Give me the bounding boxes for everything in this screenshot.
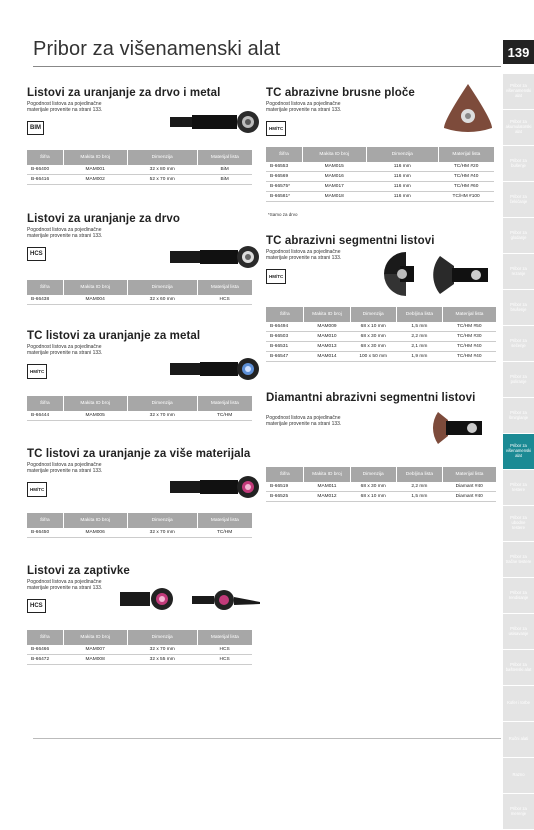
section-note: Pogodnost listova za pojedinačne materijale provenite na strani 133.	[27, 227, 103, 239]
cell-materijal: HCS	[197, 655, 252, 665]
section-zaptivke	[27, 565, 130, 613]
section-title: TC abrazivne brusne ploče	[266, 87, 415, 99]
sidebar-tab[interactable]: Pribor za višenamenski alat	[503, 434, 534, 469]
sidebar-tab[interactable]: Pribor za usisavanje	[503, 614, 534, 649]
cell-sifra: B-66581*	[266, 192, 302, 202]
footnote: *Samo za drvo	[268, 212, 298, 217]
cell-makita-id: MAM002	[63, 175, 127, 185]
sidebar-tab[interactable]: Pribor za tračne testere	[503, 542, 534, 577]
cell-dimenzija: 68 x 10 mm	[350, 322, 396, 332]
col-dimenzija: Dimenzija	[127, 396, 197, 411]
col-sifra: Šifra	[27, 513, 63, 528]
cell-sifra: B-66438	[27, 295, 63, 305]
col-makita-id: Makita ID broj	[63, 396, 127, 411]
cell-materijal: TC/HM #100	[438, 192, 494, 202]
header-divider	[33, 66, 501, 67]
page-title: Pribor za višenamenski alat	[33, 38, 281, 60]
cell-dimenzija: 32 x 55 mm	[127, 655, 197, 665]
cell-sifra: B-66531	[266, 342, 304, 352]
plunge-blade-tc-multi-image	[170, 473, 260, 503]
cell-dimenzija: 100 x 50 mm	[350, 352, 396, 362]
sanding-plate-image	[440, 80, 496, 136]
sidebar-tab[interactable]: Pribor za višenamenski alat	[503, 74, 534, 109]
cell-makita-id: MAM010	[304, 332, 350, 342]
cell-makita-id: MAM011	[304, 482, 350, 492]
material-badge: HM/TC	[27, 364, 47, 379]
cell-materijal: TC/HM	[197, 411, 252, 421]
col-sifra: Šifra	[27, 280, 63, 295]
table-row	[266, 492, 496, 502]
cell-makita-id: MAM012	[304, 492, 350, 502]
table-row	[266, 192, 494, 202]
cell-sifra: B-66472	[27, 655, 63, 665]
section-title: Listovi za zaptivke	[27, 565, 130, 577]
cell-sifra: B-66444	[27, 411, 63, 421]
seal-blade-image	[120, 580, 260, 620]
cell-makita-id: MAM014	[304, 352, 350, 362]
col-debljina: Debljina lista	[396, 467, 442, 482]
col-materijal: Materijal lista	[197, 150, 252, 165]
cell-materijal: TC/HM #60	[438, 182, 494, 192]
cell-sifra: B-66525	[266, 492, 304, 502]
table-row	[266, 322, 496, 332]
plunge-blade-bim-image	[170, 108, 260, 138]
cell-sifra: B-66450	[27, 528, 63, 538]
table-row	[27, 175, 252, 185]
section-note: Pogodnost listova za pojedinačne materijale provenite na strani 133.	[27, 344, 103, 356]
plunge-blade-hcs-image	[170, 243, 260, 273]
table-row	[266, 162, 494, 172]
material-badge: HCS	[27, 247, 46, 261]
col-materijal: Materijal lista	[197, 513, 252, 528]
cell-debljina: 2,2 mm	[396, 482, 442, 492]
col-makita-id: Makita ID broj	[63, 630, 127, 645]
material-badge: HM/TC	[266, 269, 286, 284]
cell-materijal: TC/HM #40	[438, 172, 494, 182]
col-materijal: Materijal lista	[197, 280, 252, 295]
table-row	[27, 655, 252, 665]
col-materijal: Materijal lista	[442, 467, 496, 482]
cell-dimenzija: 116 mm	[366, 182, 438, 192]
table-row	[266, 182, 494, 192]
cell-dimenzija: 32 x 80 mm	[127, 165, 197, 175]
material-badge: HM/TC	[27, 482, 47, 497]
col-sifra: Šifra	[266, 467, 304, 482]
cell-dimenzija: 32 x 60 mm	[127, 295, 197, 305]
table-brusne	[266, 147, 494, 202]
col-materijal: Materijal lista	[197, 396, 252, 411]
sidebar-tab[interactable]: Pribor za akumulatorski alat	[503, 110, 534, 145]
cell-sifra: B-66466	[27, 645, 63, 655]
cell-makita-id: MAM001	[63, 165, 127, 175]
section-drvo	[27, 213, 180, 261]
table-row	[27, 528, 252, 538]
page-number: 139	[503, 40, 534, 64]
table-row	[266, 332, 496, 342]
cell-materijal: BiM	[197, 175, 252, 185]
sidebar-tab[interactable]: Pribor za baštenski alat	[503, 650, 534, 685]
cell-makita-id: MAM017	[302, 182, 366, 192]
table-row	[266, 342, 496, 352]
cell-debljina: 1,5 mm	[396, 322, 442, 332]
cell-makita-id: MAM016	[302, 172, 366, 182]
cell-sifra: B-66569	[266, 172, 302, 182]
sidebar-tab[interactable]: Pribor za brušenje	[503, 290, 534, 325]
col-dimenzija: Dimenzija	[350, 467, 396, 482]
col-dimenzija: Dimenzija	[366, 147, 438, 162]
section-note: Pogodnost listova za pojedinačne materijale provenite na strani 133.	[27, 579, 103, 591]
col-dimenzija: Dimenzija	[350, 307, 396, 322]
cell-materijal: HCS	[197, 645, 252, 655]
sidebar-tab[interactable]: Kofer i torbe	[503, 686, 534, 721]
cell-materijal: TC/HM #50	[442, 322, 496, 332]
col-materijal: Materijal lista	[438, 147, 494, 162]
col-dimenzija: Dimenzija	[127, 630, 197, 645]
col-materijal: Materijal lista	[442, 307, 496, 322]
sidebar-tab[interactable]: Pribor za bušenje	[503, 146, 534, 181]
material-badge: BIM	[27, 121, 44, 135]
table-zaptivke	[27, 630, 252, 665]
table-row	[27, 411, 252, 421]
cell-dimenzija: 116 mm	[366, 192, 438, 202]
cell-sifra: B-66575*	[266, 182, 302, 192]
table-drvo	[27, 280, 252, 305]
cell-makita-id: MAM005	[63, 411, 127, 421]
table-segmentni	[266, 307, 496, 362]
sidebar-tab[interactable]: Pribor za merenje	[503, 794, 534, 829]
cell-dimenzija: 68 x 30 mm	[350, 342, 396, 352]
col-dimenzija: Dimenzija	[127, 150, 197, 165]
section-note: Pogodnost listova za pojedinačne materijale provenite na strani 133.	[266, 101, 342, 113]
sidebar-tab[interactable]: Razno	[503, 758, 534, 793]
col-materijal: Materijal lista	[197, 630, 252, 645]
chapter-sidebar	[503, 74, 534, 830]
cell-materijal: TC/HM #20	[438, 162, 494, 172]
cell-materijal: TC/HM	[197, 528, 252, 538]
sidebar-tab[interactable]: Pribor za testere	[503, 470, 534, 505]
table-row	[27, 645, 252, 655]
cell-debljina: 2,1 mm	[396, 342, 442, 352]
section-note: Pogodnost listova za pojedinačne materijale provenite na strani 133.	[266, 415, 342, 427]
section-brusne	[266, 87, 415, 136]
sidebar-tab[interactable]: Pribor za sečenje	[503, 326, 534, 361]
cell-makita-id: MAM008	[63, 655, 127, 665]
col-makita-id: Makita ID broj	[63, 513, 127, 528]
cell-dimenzija: 52 x 70 mm	[127, 175, 197, 185]
col-makita-id: Makita ID broj	[302, 147, 366, 162]
cell-dimenzija: 32 x 70 mm	[127, 645, 197, 655]
footer-divider	[33, 738, 501, 739]
sidebar-tab[interactable]: Pribor za šmirglanje	[503, 398, 534, 433]
cell-makita-id: MAM015	[302, 162, 366, 172]
col-sifra: Šifra	[27, 150, 63, 165]
plunge-blade-tc-metal-image	[170, 355, 260, 385]
cell-sifra: B-66400	[27, 165, 63, 175]
sidebar-tab[interactable]: Pribor za rendisanje	[503, 578, 534, 613]
col-dimenzija: Dimenzija	[127, 513, 197, 528]
section-title: TC listovi za uranjanje za metal	[27, 330, 201, 342]
cell-sifra: B-66503	[266, 332, 304, 342]
col-sifra: Šifra	[266, 307, 304, 322]
cell-debljina: 1,5 mm	[396, 492, 442, 502]
col-makita-id: Makita ID broj	[63, 280, 127, 295]
col-makita-id: Makita ID broj	[304, 307, 350, 322]
cell-materijal: TC/HM #40	[442, 352, 496, 362]
section-note: Pogodnost listova za pojedinačne materijale provenite na strani 133.	[27, 101, 103, 113]
col-debljina: Debljina lista	[396, 307, 442, 322]
table-drvo-metal	[27, 150, 252, 185]
cell-dimenzija: 68 x 30 mm	[350, 482, 396, 492]
table-row	[27, 295, 252, 305]
sidebar-tab[interactable]: Pribor za čekićanje	[503, 182, 534, 217]
cell-materijal: BiM	[197, 165, 252, 175]
cell-sifra: B-66519	[266, 482, 304, 492]
table-tc-vise	[27, 513, 252, 538]
table-row	[266, 172, 494, 182]
sidebar-tab[interactable]: Pribor za poliranje	[503, 362, 534, 397]
diamond-segment-blade-image	[418, 410, 498, 446]
segment-blades-image	[380, 248, 498, 298]
cell-makita-id: MAM007	[63, 645, 127, 655]
cell-makita-id: MAM009	[304, 322, 350, 332]
cell-materijal: Diamant #40	[442, 492, 496, 502]
sidebar-tab[interactable]: Pribor za glodanje	[503, 218, 534, 253]
cell-sifra: B-66416	[27, 175, 63, 185]
cell-dimenzija: 68 x 10 mm	[350, 492, 396, 502]
section-title: TC abrazivni segmentni listovi	[266, 235, 435, 247]
sidebar-tab[interactable]: Ručni alati	[503, 722, 534, 757]
table-tc-metal	[27, 396, 252, 421]
cell-makita-id: MAM013	[304, 342, 350, 352]
cell-debljina: 2,2 mm	[396, 332, 442, 342]
table-row	[266, 482, 496, 492]
col-sifra: Šifra	[27, 396, 63, 411]
cell-sifra: B-66547	[266, 352, 304, 362]
sidebar-tab[interactable]: Pribor za ubodne testere	[503, 506, 534, 541]
col-makita-id: Makita ID broj	[304, 467, 350, 482]
material-badge: HM/TC	[266, 121, 286, 136]
material-badge: HCS	[27, 599, 46, 613]
col-sifra: Šifra	[266, 147, 302, 162]
cell-sifra: B-66553	[266, 162, 302, 172]
table-row	[27, 165, 252, 175]
section-note: Pogodnost listova za pojedinačne materijale provenite na strani 133.	[27, 462, 103, 474]
cell-materijal: HCS	[197, 295, 252, 305]
col-sifra: Šifra	[27, 630, 63, 645]
section-title: Listovi za uranjanje za drvo i metal	[27, 87, 221, 99]
cell-materijal: TC/HM #40	[442, 342, 496, 352]
section-title: TC listovi za uranjanje za više materijala	[27, 448, 251, 460]
table-diamant	[266, 467, 496, 502]
section-title: Diamantni abrazivni segmentni listovi	[266, 392, 476, 404]
section-note: Pogodnost listova za pojedinačne materijale provenite na strani 133.	[266, 249, 342, 261]
table-row	[266, 352, 496, 362]
cell-materijal: TC/HM #30	[442, 332, 496, 342]
cell-dimenzija: 116 mm	[366, 162, 438, 172]
cell-makita-id: MAM018	[302, 192, 366, 202]
sidebar-tab[interactable]: Pribor za rezanje	[503, 254, 534, 289]
cell-debljina: 1,9 mm	[396, 352, 442, 362]
cell-sifra: B-66494	[266, 322, 304, 332]
cell-makita-id: MAM004	[63, 295, 127, 305]
cell-dimenzija: 68 x 30 mm	[350, 332, 396, 342]
cell-dimenzija: 116 mm	[366, 172, 438, 182]
cell-materijal: Diamant #40	[442, 482, 496, 492]
cell-makita-id: MAM006	[63, 528, 127, 538]
section-title: Listovi za uranjanje za drvo	[27, 213, 180, 225]
col-makita-id: Makita ID broj	[63, 150, 127, 165]
cell-dimenzija: 32 x 70 mm	[127, 528, 197, 538]
cell-dimenzija: 32 x 70 mm	[127, 411, 197, 421]
col-dimenzija: Dimenzija	[127, 280, 197, 295]
